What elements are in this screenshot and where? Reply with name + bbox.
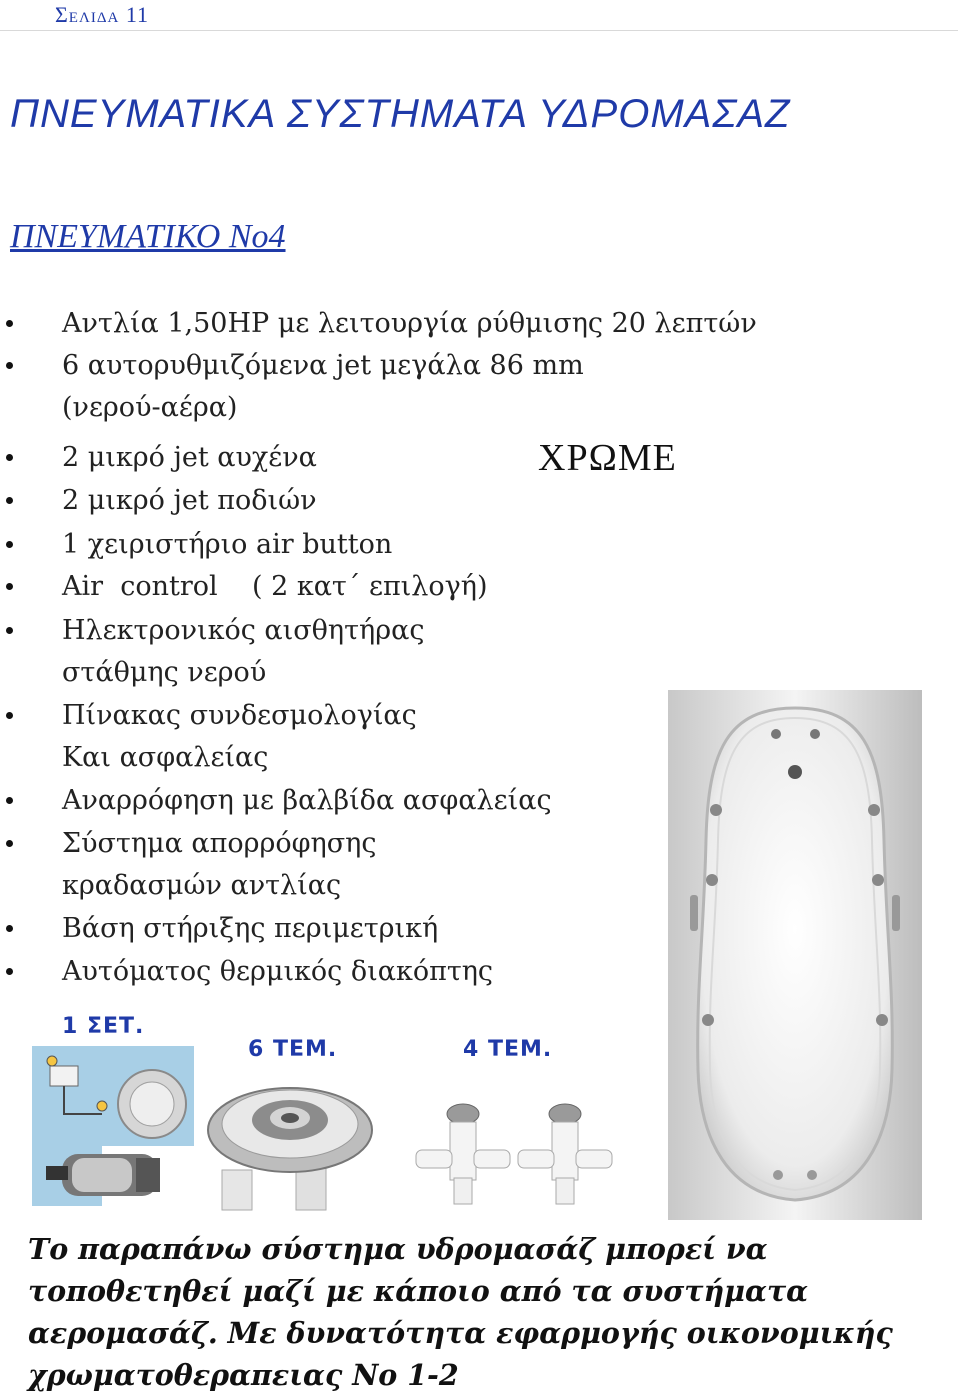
product-title: ΠΝΕΥΜΑΤΙΚΟ Νο4 — [10, 218, 286, 255]
big-jets-quantity-label: 6 ΤΕΜ. — [248, 1037, 338, 1062]
control-panel-pump-photo — [32, 1046, 194, 1206]
bullet-icon — [6, 968, 13, 975]
feature-item: Σύστημα απορρόφησης κραδασμών αντλίας — [62, 823, 376, 907]
page-title: ΠΝΕΥΜΑΤΙΚΑ ΣΥΣΤΗΜΑΤΑ ΥΔΡΟΜΑΣΑΖ — [10, 92, 791, 136]
feature-item: Βάση στήριξης περιμετρική — [62, 908, 438, 950]
bullet-icon — [6, 840, 13, 847]
bullet-icon — [6, 925, 13, 932]
bullet-icon — [6, 712, 13, 719]
feature-item: 1 χειριστήριο air button — [62, 524, 392, 566]
feature-item: Πίνακας συνδεσμολογίας Και ασφαλείας — [62, 695, 417, 779]
small-jets-quantity-label: 4 ΤΕΜ. — [463, 1037, 553, 1062]
bullet-icon — [6, 497, 13, 504]
feature-item: Air control ( 2 κατ΄ επιλογή) — [62, 566, 488, 608]
bathtub-photo — [668, 690, 922, 1220]
feature-item: Ηλεκτρονικός αισθητήρας στάθμης νερού — [62, 610, 424, 694]
footer-note: Το παραπάνω σύστημα υδρομασάζ μπορεί να τοποθετηθεί μαζί με κάποιο από τα συστήματα αερομασάζ. Με δυνατότητα εφαρμογής οικονομικής χρωματοθεραπειας Νο 1-2 — [28, 1232, 893, 1392]
page-header — [0, 0, 958, 31]
small-jets-photo — [408, 1100, 618, 1210]
bullet-icon — [6, 454, 13, 461]
feature-item: Αυτόματος θερμικός διακόπτης — [62, 951, 493, 993]
bullet-icon — [6, 583, 13, 590]
feature-item: 6 αυτορυθμιζόμενα jet μεγάλα 86 mm (νερού-αέρα) — [62, 345, 584, 429]
feature-item: 2 μικρό jet αυχένα — [62, 437, 317, 479]
set-quantity-label: 1 ΣΕΤ. — [62, 1014, 145, 1039]
feature-item: Αναρρόφηση με βαλβίδα ασφαλείας — [62, 780, 552, 822]
large-jet-photo — [200, 1066, 380, 1216]
finish-label: ΧΡΩΜΕ — [538, 437, 677, 479]
feature-item: Αντλία 1,50HP με λειτουργία ρύθμισης 20 λεπτών — [62, 303, 757, 345]
feature-item: 2 μικρό jet ποδιών — [62, 480, 317, 522]
bullet-icon — [6, 541, 13, 548]
bullet-icon — [6, 362, 13, 369]
bullet-icon — [6, 320, 13, 327]
page-number: Σελιδα 11 — [55, 2, 150, 27]
bullet-icon — [6, 627, 13, 634]
bullet-icon — [6, 797, 13, 804]
